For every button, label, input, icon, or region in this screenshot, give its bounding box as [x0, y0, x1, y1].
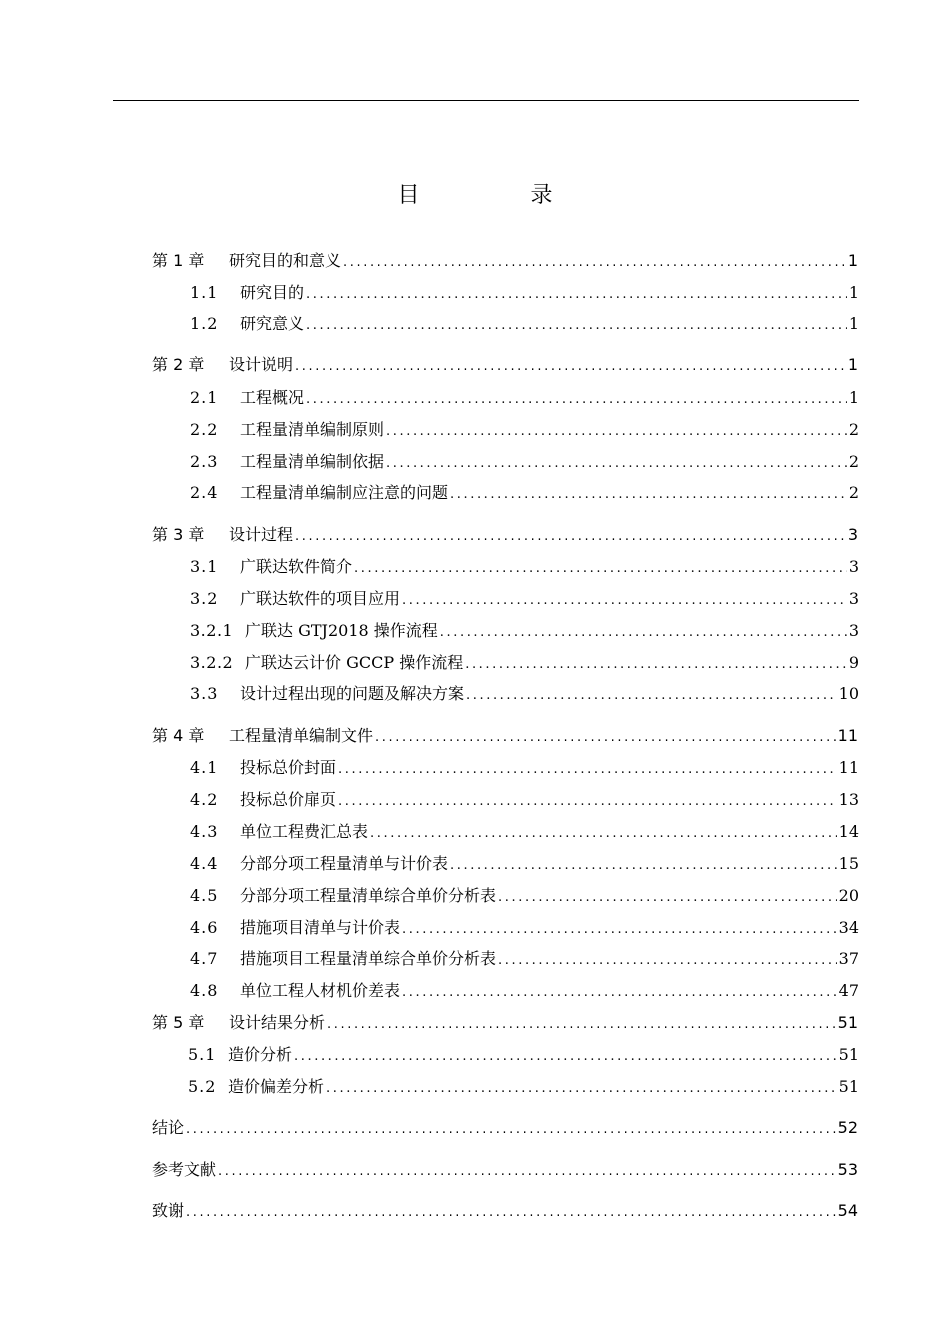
section-title: 工程量清单编制应注意的问题 [240, 483, 449, 502]
section-number: 3.2 [190, 589, 219, 608]
dot-leader [450, 483, 847, 507]
page-number: 2 [848, 420, 859, 439]
section-title: 广联达 GTJ2018 操作流程 [245, 621, 438, 640]
dot-leader [440, 621, 847, 645]
dot-leader [402, 589, 847, 613]
dot-leader [295, 525, 846, 549]
section-title: 造价分析 [228, 1045, 293, 1064]
dot-leader [306, 388, 847, 412]
dot-leader [306, 314, 847, 338]
section-number: 4.5 [190, 886, 219, 905]
section-title: 单位工程人材机价差表 [240, 981, 401, 1000]
page-number: 37 [838, 949, 859, 968]
toc-section-1-2[interactable] [190, 312, 859, 336]
page-number: 3 [848, 621, 859, 640]
section-number: 2.3 [190, 452, 219, 471]
toc-section-5-1[interactable] [188, 1043, 859, 1067]
toc-section-4-2[interactable] [190, 788, 859, 812]
section-number: 4.7 [190, 949, 219, 968]
chapter-number: 第 3 章 [152, 525, 205, 544]
section-number: 2.4 [190, 483, 219, 502]
toc-chapter-2[interactable] [152, 353, 858, 377]
section-number: 4.2 [190, 790, 219, 809]
section-number: 5.2 [188, 1077, 217, 1096]
page-number: 1 [848, 314, 859, 333]
toc-chapter-5[interactable] [152, 1011, 858, 1035]
dot-leader [354, 557, 847, 581]
dot-leader [498, 949, 837, 973]
section-number: 4.6 [190, 918, 219, 937]
toc-section-4-7[interactable] [190, 947, 859, 971]
section-title: 广联达软件的项目应用 [240, 589, 401, 608]
dot-leader [386, 420, 847, 444]
page-number: 3 [848, 589, 859, 608]
dot-leader [466, 684, 837, 708]
dot-leader [218, 1160, 836, 1184]
dot-leader [338, 758, 837, 782]
toc-section-1-1[interactable] [190, 281, 859, 305]
section-number: 4.3 [190, 822, 219, 841]
section-number: 3.2.2 [190, 653, 234, 672]
toc-section-3-3[interactable] [190, 682, 859, 706]
page-number: 14 [838, 822, 859, 841]
toc-section-4-3[interactable] [190, 820, 859, 844]
entry-title: 参考文献 [152, 1160, 217, 1179]
toc-section-3-2-2[interactable] [190, 651, 859, 675]
section-title: 分部分项工程量清单综合单价分析表 [240, 886, 497, 905]
page-number: 3 [848, 557, 859, 576]
chapter-number: 第 1 章 [152, 251, 205, 270]
chapter-title: 设计结果分析 [229, 1013, 326, 1032]
toc-section-4-4[interactable] [190, 852, 859, 876]
section-title: 分部分项工程量清单与计价表 [240, 854, 449, 873]
page-number: 54 [837, 1201, 858, 1220]
page-number: 1 [848, 283, 859, 302]
section-title: 工程概况 [240, 388, 305, 407]
page-number: 1 [847, 251, 858, 270]
page-number: 11 [838, 758, 859, 777]
dot-leader [327, 1013, 836, 1037]
page-number: 51 [837, 1013, 858, 1032]
page-number: 3 [847, 525, 858, 544]
section-number: 1.1 [190, 283, 219, 302]
section-title: 单位工程费汇总表 [240, 822, 369, 841]
toc-acknowledgements[interactable] [152, 1199, 858, 1223]
dot-leader [186, 1201, 836, 1225]
section-title: 工程量清单编制依据 [240, 452, 385, 471]
chapter-number: 第 2 章 [152, 355, 205, 374]
entry-title: 结论 [152, 1118, 185, 1137]
dot-leader [370, 822, 837, 846]
page-number: 51 [838, 1045, 859, 1064]
dot-leader [338, 790, 837, 814]
chapter-title: 研究目的和意义 [229, 251, 342, 270]
dot-leader [465, 653, 847, 677]
toc-section-2-3[interactable] [190, 450, 859, 474]
chapter-title: 设计过程 [229, 525, 294, 544]
toc-chapter-1[interactable] [152, 249, 858, 273]
toc-section-3-2[interactable] [190, 587, 859, 611]
section-number: 1.2 [190, 314, 219, 333]
page-number: 53 [837, 1160, 858, 1179]
section-title: 措施项目清单与计价表 [240, 918, 401, 937]
dot-leader [402, 918, 837, 942]
dot-leader [450, 854, 837, 878]
section-title: 广联达云计价 GCCP 操作流程 [245, 653, 464, 672]
toc-section-5-2[interactable] [188, 1075, 859, 1099]
page-number: 15 [838, 854, 859, 873]
section-title: 研究目的 [240, 283, 305, 302]
section-title: 广联达软件简介 [240, 557, 353, 576]
chapter-number: 第 4 章 [152, 726, 205, 745]
toc-section-4-1[interactable] [190, 756, 859, 780]
dot-leader [294, 1045, 837, 1069]
dot-leader [386, 452, 847, 476]
entry-title: 致谢 [152, 1201, 185, 1220]
dot-leader [343, 251, 846, 275]
page-number: 52 [837, 1118, 858, 1137]
toc-section-2-1[interactable] [190, 386, 859, 410]
section-title: 投标总价封面 [240, 758, 337, 777]
toc-chapter-4[interactable] [152, 724, 858, 748]
toc-section-2-4[interactable] [190, 481, 859, 505]
dot-leader [186, 1118, 836, 1142]
dot-leader [306, 283, 847, 307]
chapter-title: 设计说明 [229, 355, 294, 374]
dot-leader [326, 1077, 837, 1101]
section-number: 5.1 [188, 1045, 217, 1064]
page-number: 13 [838, 790, 859, 809]
section-title: 工程量清单编制原则 [240, 420, 385, 439]
section-title: 投标总价扉页 [240, 790, 337, 809]
toc-section-4-5[interactable] [190, 884, 859, 908]
section-number: 3.1 [190, 557, 219, 576]
page-number: 2 [848, 452, 859, 471]
toc-title: 目 录 [397, 183, 605, 208]
toc-references[interactable] [152, 1158, 858, 1182]
page-number: 1 [848, 388, 859, 407]
section-number: 3.3 [190, 684, 219, 703]
dot-leader [402, 981, 837, 1005]
toc-section-4-6[interactable] [190, 916, 859, 940]
page-number: 34 [838, 918, 859, 937]
dot-leader [498, 886, 837, 910]
toc-section-2-2[interactable] [190, 418, 859, 442]
page-number: 11 [837, 726, 858, 745]
page-number: 2 [848, 483, 859, 502]
section-title: 措施项目工程量清单综合单价分析表 [240, 949, 497, 968]
section-number: 4.4 [190, 854, 219, 873]
toc-section-3-2-1[interactable] [190, 619, 859, 643]
section-number: 3.2.1 [190, 621, 234, 640]
toc-section-4-8[interactable] [190, 979, 859, 1003]
section-number: 2.1 [190, 388, 219, 407]
section-title: 造价偏差分析 [228, 1077, 325, 1096]
section-number: 4.8 [190, 981, 219, 1000]
section-title: 设计过程出现的问题及解决方案 [240, 684, 465, 703]
page-number: 9 [848, 653, 859, 672]
dot-leader [295, 355, 846, 379]
section-title: 研究意义 [240, 314, 305, 333]
page-number: 1 [847, 355, 858, 374]
page-number: 20 [838, 886, 859, 905]
page-number: 51 [838, 1077, 859, 1096]
chapter-title: 工程量清单编制文件 [229, 726, 374, 745]
section-number: 2.2 [190, 420, 219, 439]
toc-section-3-1[interactable] [190, 555, 859, 579]
dot-leader [375, 726, 836, 750]
page-number: 10 [838, 684, 859, 703]
toc-chapter-3[interactable] [152, 523, 858, 547]
toc-conclusion[interactable] [152, 1116, 858, 1140]
chapter-number: 第 5 章 [152, 1013, 205, 1032]
page-number: 47 [838, 981, 859, 1000]
section-number: 4.1 [190, 758, 219, 777]
